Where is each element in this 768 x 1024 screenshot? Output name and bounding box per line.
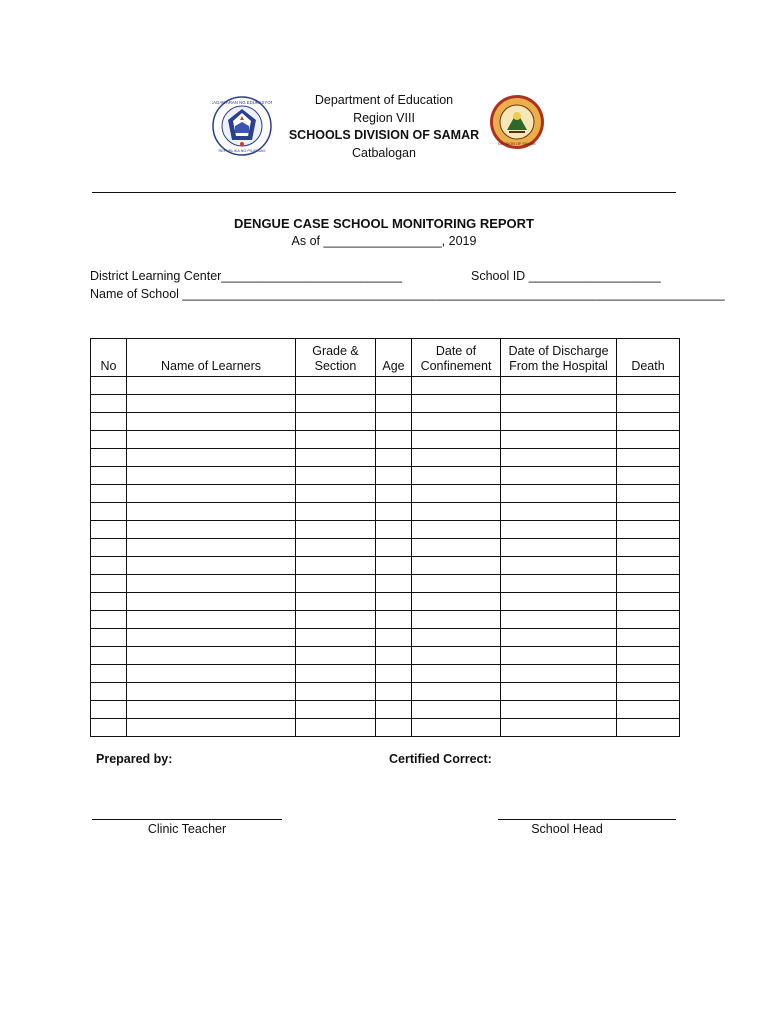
- table-row: [91, 647, 680, 665]
- table-cell[interactable]: [91, 377, 127, 395]
- table-cell[interactable]: [296, 467, 376, 485]
- school-name-field[interactable]: Name of School ______________________________________________________________________________: [90, 287, 725, 301]
- table-row: [91, 557, 680, 575]
- table-cell[interactable]: [412, 665, 501, 683]
- table-row: [91, 521, 680, 539]
- table-cell[interactable]: [376, 485, 412, 503]
- table-cell[interactable]: [617, 629, 680, 647]
- table-cell[interactable]: [501, 521, 617, 539]
- table-cell[interactable]: [91, 413, 127, 431]
- table-cell[interactable]: [127, 503, 296, 521]
- table-cell[interactable]: [296, 539, 376, 557]
- col-header-no: No: [91, 339, 127, 377]
- table-cell[interactable]: [376, 611, 412, 629]
- table-cell[interactable]: [296, 575, 376, 593]
- table-cell[interactable]: [296, 629, 376, 647]
- table-cell[interactable]: [501, 611, 617, 629]
- table-cell[interactable]: [127, 593, 296, 611]
- table-cell[interactable]: [412, 539, 501, 557]
- table-cell[interactable]: [501, 467, 617, 485]
- table-cell[interactable]: [412, 701, 501, 719]
- deped-seal-text: KAGAWARAN NG EDUKASYON: [212, 100, 272, 105]
- table-cell[interactable]: [501, 377, 617, 395]
- table-cell[interactable]: [412, 575, 501, 593]
- col-header-date-of-confinement: Date of Confinement: [412, 339, 501, 377]
- table-cell[interactable]: [376, 683, 412, 701]
- table-cell[interactable]: [127, 521, 296, 539]
- city-name: Catbalogan: [352, 145, 416, 160]
- table-row: [91, 503, 680, 521]
- table-cell[interactable]: [127, 485, 296, 503]
- table-cell[interactable]: [91, 449, 127, 467]
- table-cell[interactable]: [376, 521, 412, 539]
- certified-correct-label: Certified Correct:: [389, 752, 492, 766]
- table-row: [91, 701, 680, 719]
- table-cell[interactable]: [91, 593, 127, 611]
- table-cell[interactable]: [296, 449, 376, 467]
- table-cell[interactable]: [501, 701, 617, 719]
- table-cell[interactable]: [412, 647, 501, 665]
- table-cell[interactable]: [91, 575, 127, 593]
- table-cell[interactable]: [127, 611, 296, 629]
- division-name: SCHOOLS DIVISION OF SAMAR: [288, 128, 480, 142]
- table-row: [91, 719, 680, 737]
- header-divider: [92, 192, 676, 193]
- table-cell[interactable]: [127, 575, 296, 593]
- table-cell[interactable]: [296, 377, 376, 395]
- table-cell[interactable]: [376, 701, 412, 719]
- table-cell[interactable]: [376, 395, 412, 413]
- table-cell[interactable]: [91, 701, 127, 719]
- table-cell[interactable]: [91, 647, 127, 665]
- table-cell[interactable]: [127, 539, 296, 557]
- table-cell[interactable]: [617, 377, 680, 395]
- table-cell[interactable]: [501, 593, 617, 611]
- table-cell[interactable]: [91, 521, 127, 539]
- clinic-teacher-label: Clinic Teacher: [147, 822, 227, 836]
- table-cell[interactable]: [376, 647, 412, 665]
- school-id-field[interactable]: School ID ___________________: [471, 269, 661, 283]
- table-cell[interactable]: [617, 557, 680, 575]
- school-head-signature-line[interactable]: [498, 819, 676, 820]
- table-cell[interactable]: [412, 611, 501, 629]
- table-cell[interactable]: [91, 665, 127, 683]
- table-cell[interactable]: [501, 449, 617, 467]
- table-cell[interactable]: [412, 629, 501, 647]
- table-cell[interactable]: [501, 431, 617, 449]
- table-cell[interactable]: [127, 377, 296, 395]
- table-cell[interactable]: [91, 719, 127, 737]
- table-cell[interactable]: [501, 683, 617, 701]
- table-cell[interactable]: [376, 467, 412, 485]
- table-row: [91, 575, 680, 593]
- table-cell[interactable]: [127, 395, 296, 413]
- prepared-by-label: Prepared by:: [96, 752, 173, 766]
- table-cell[interactable]: [296, 557, 376, 575]
- table-cell[interactable]: [127, 467, 296, 485]
- table-cell[interactable]: [412, 719, 501, 737]
- report-title: DENGUE CASE SCHOOL MONITORING REPORT: [234, 216, 534, 231]
- table-cell[interactable]: [501, 413, 617, 431]
- table-cell[interactable]: [91, 539, 127, 557]
- table-cell[interactable]: [296, 593, 376, 611]
- table-cell[interactable]: [617, 539, 680, 557]
- table-cell[interactable]: [296, 431, 376, 449]
- table-cell[interactable]: [296, 413, 376, 431]
- table-row: [91, 467, 680, 485]
- table-cell[interactable]: [501, 719, 617, 737]
- table-cell[interactable]: [91, 611, 127, 629]
- table-row: [91, 449, 680, 467]
- col-header-grade-section: Grade & Section: [296, 339, 376, 377]
- table-cell[interactable]: [91, 485, 127, 503]
- table-cell[interactable]: [127, 665, 296, 683]
- table-cell[interactable]: [376, 413, 412, 431]
- region-name: Region VIII: [353, 110, 415, 125]
- table-row: [91, 413, 680, 431]
- table-cell[interactable]: [91, 395, 127, 413]
- table-cell[interactable]: [376, 593, 412, 611]
- table-cell[interactable]: [127, 557, 296, 575]
- col-header-date-of-discharge: Date of Discharge From the Hospital: [501, 339, 617, 377]
- table-cell[interactable]: [501, 539, 617, 557]
- table-cell[interactable]: [412, 377, 501, 395]
- table-cell[interactable]: [91, 557, 127, 575]
- clinic-teacher-signature-line[interactable]: [92, 819, 282, 820]
- table-cell[interactable]: [412, 593, 501, 611]
- table-cell[interactable]: [412, 503, 501, 521]
- table-cell[interactable]: [412, 431, 501, 449]
- table-cell[interactable]: [501, 503, 617, 521]
- table-cell[interactable]: [617, 413, 680, 431]
- table-cell[interactable]: [412, 395, 501, 413]
- table-row: [91, 593, 680, 611]
- svg-text:REPUBLIKA NG PILIPINAS: REPUBLIKA NG PILIPINAS: [218, 149, 266, 153]
- table-cell[interactable]: [376, 629, 412, 647]
- table-cell[interactable]: [296, 521, 376, 539]
- table-cell[interactable]: [91, 683, 127, 701]
- department-name: Department of Education: [314, 93, 454, 107]
- table-cell[interactable]: [617, 449, 680, 467]
- table-cell[interactable]: [412, 521, 501, 539]
- table-cell[interactable]: [296, 683, 376, 701]
- table-row: [91, 629, 680, 647]
- table-cell[interactable]: [127, 629, 296, 647]
- svg-text:DIVISION OF SAMAR: DIVISION OF SAMAR: [498, 142, 536, 146]
- table-cell[interactable]: [91, 629, 127, 647]
- table-cell[interactable]: [91, 467, 127, 485]
- letterhead: [0, 92, 768, 162]
- table-cell[interactable]: [501, 665, 617, 683]
- table-cell[interactable]: [127, 647, 296, 665]
- table-cell[interactable]: [91, 503, 127, 521]
- table-cell[interactable]: [412, 683, 501, 701]
- table-cell[interactable]: [617, 701, 680, 719]
- table-cell[interactable]: [617, 467, 680, 485]
- table-cell[interactable]: [376, 557, 412, 575]
- table-cell[interactable]: [617, 719, 680, 737]
- table-cell[interactable]: [296, 701, 376, 719]
- table-cell[interactable]: [296, 395, 376, 413]
- table-cell[interactable]: [376, 377, 412, 395]
- table-cell[interactable]: [127, 413, 296, 431]
- table-cell[interactable]: [296, 611, 376, 629]
- table-cell[interactable]: [501, 629, 617, 647]
- table-row: [91, 539, 680, 557]
- table-cell[interactable]: [296, 485, 376, 503]
- table-cell[interactable]: [376, 503, 412, 521]
- table-cell[interactable]: [127, 431, 296, 449]
- table-cell[interactable]: [617, 665, 680, 683]
- school-head-label: School Head: [531, 822, 603, 836]
- table-cell[interactable]: [296, 647, 376, 665]
- monitoring-table: [90, 338, 680, 737]
- table-row: [91, 485, 680, 503]
- table-header-row: [91, 339, 680, 377]
- table-cell[interactable]: [127, 449, 296, 467]
- table-cell[interactable]: [412, 557, 501, 575]
- table-row: [91, 611, 680, 629]
- col-header-name-of-learners: Name of Learners: [127, 339, 296, 377]
- table-cell[interactable]: [617, 575, 680, 593]
- table-cell[interactable]: [617, 611, 680, 629]
- table-cell[interactable]: [376, 449, 412, 467]
- table-cell[interactable]: [127, 701, 296, 719]
- table-cell[interactable]: [412, 413, 501, 431]
- table-cell[interactable]: [501, 557, 617, 575]
- table-row: [91, 665, 680, 683]
- as-of-date-field[interactable]: As of _________________, 2019: [291, 234, 477, 248]
- table-cell[interactable]: [617, 683, 680, 701]
- table-cell[interactable]: [412, 485, 501, 503]
- table-cell[interactable]: [501, 395, 617, 413]
- table-cell[interactable]: [617, 395, 680, 413]
- table-row: [91, 377, 680, 395]
- table-cell[interactable]: [501, 647, 617, 665]
- table-cell[interactable]: [296, 503, 376, 521]
- table-cell[interactable]: [376, 665, 412, 683]
- table-row: [91, 395, 680, 413]
- table-cell[interactable]: [412, 449, 501, 467]
- table-cell[interactable]: [91, 431, 127, 449]
- col-header-age: Age: [376, 339, 412, 377]
- table-cell[interactable]: [296, 665, 376, 683]
- table-cell[interactable]: [617, 431, 680, 449]
- table-cell[interactable]: [127, 719, 296, 737]
- table-cell[interactable]: [376, 431, 412, 449]
- table-cell[interactable]: [617, 521, 680, 539]
- table-cell[interactable]: [617, 485, 680, 503]
- table-cell[interactable]: [617, 647, 680, 665]
- table-cell[interactable]: [127, 683, 296, 701]
- table-row: [91, 431, 680, 449]
- table-cell[interactable]: [501, 575, 617, 593]
- district-learning-center-field[interactable]: District Learning Center__________________________: [90, 269, 403, 283]
- table-cell[interactable]: [617, 593, 680, 611]
- table-cell[interactable]: [296, 719, 376, 737]
- table-row: [91, 683, 680, 701]
- col-header-death: Death: [617, 339, 680, 377]
- table-cell[interactable]: [376, 575, 412, 593]
- table-cell[interactable]: [501, 485, 617, 503]
- table-cell[interactable]: [376, 719, 412, 737]
- table-cell[interactable]: [376, 539, 412, 557]
- table-cell[interactable]: [617, 503, 680, 521]
- table-cell[interactable]: [412, 467, 501, 485]
